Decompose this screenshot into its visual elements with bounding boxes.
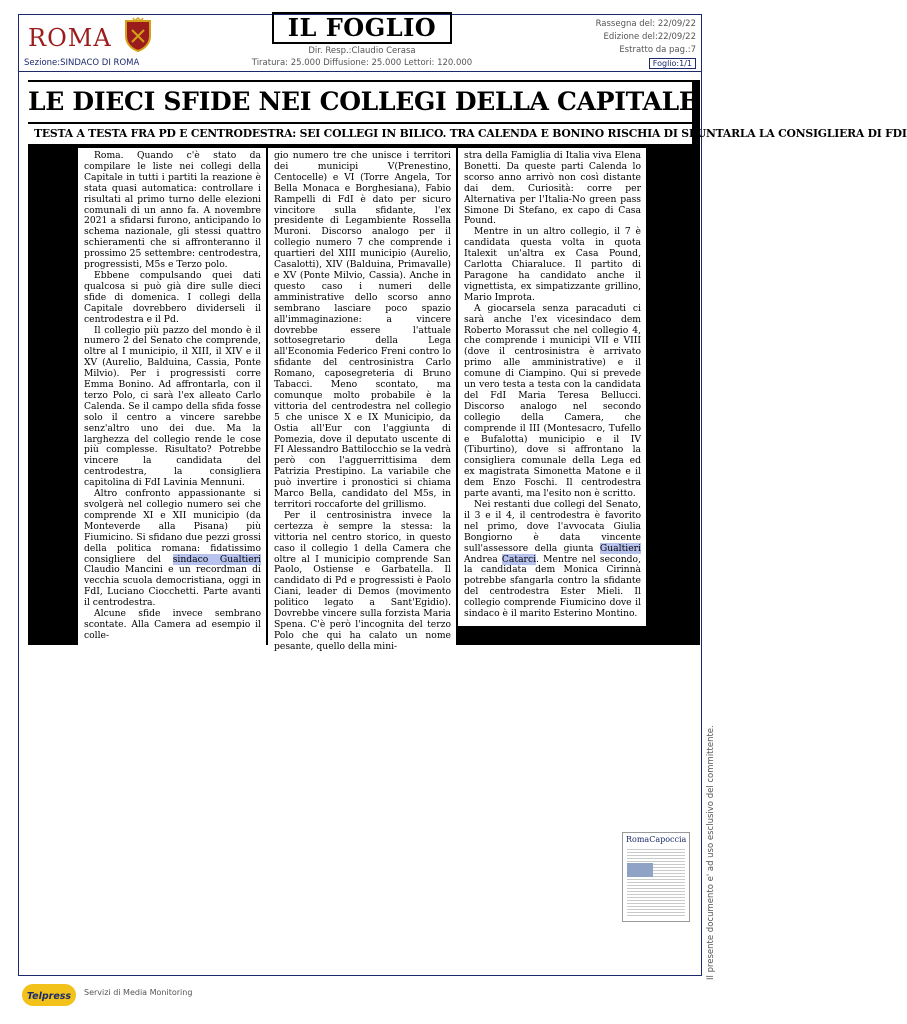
article-column-1 <box>78 148 266 648</box>
text-run: . Mentre nel secondo, la candidata dem Monica Cirinnà potrebbe sfangarla contro la sfidante del centrodestra Ester Mieli. Il collegio comprende Fiumicino dove il sindaco è il marito Esterino Montino. <box>464 553 641 620</box>
paragraph: Alcune sfide invece sembrano scontate. Alla Camera ad esempio il colle- <box>84 608 261 641</box>
director-line: Dir. Resp.:Claudio Cerasa <box>308 46 416 56</box>
paragraph: Roma. Quando c'è stato da compilare le liste nei collegi della Capitale in tutti i partiti la reazione è stata quasi automatica: controllare i risultati al primo turno delle elezioni comunali di un anno fa. A novembre 2021 a sfidarsi furono, anticipando lo schema nazionale, gli stessi quattro schieramenti che si affronteranno il prossimo 25 settembre: centrodestra, progressisti, M5s e Terzo polo. <box>84 150 261 271</box>
telpress-logo-text: Telpress <box>26 991 72 1002</box>
estratto-page: Estratto da pag.:7 <box>619 45 696 55</box>
circulation-line: Tiratura: 25.000 Diffusione: 25.000 Lettori: 120.000 <box>251 58 473 68</box>
paragraph: Per il centrosinistra invece la certezza è sempre la stessa: la vittoria nel centro storico, in questo caso il collegio 1 della Camera che oltre al I municipio comprende San Paolo, Ostiense e Garbatella. Il candidato di Pd e progressisti è Paolo Ciani, leader di Demos (movimento politico legato a Sant'Egidio). Dovrebbe vincere sulla forzista Maria Spena. C'è però l'incognita del terzo Polo che qui ha calato un nome pesante, quello della mini- <box>274 509 451 652</box>
paragraph: Mentre in un altro collegio, il 7 è candidata questa volta in quota Italexit un'altra ex Casa Pound, Carlotta Chiaraluce. Il partito di Paragone ha candidato anche il vignettista, ex simpatizzante grillino, Mario Improta. <box>464 226 641 303</box>
roma-logo <box>28 18 158 56</box>
article-column-3 <box>458 148 646 641</box>
newspaper-masthead <box>272 12 452 44</box>
edizione-date: Edizione del:22/09/22 <box>603 32 696 42</box>
press-review-meta <box>556 18 696 57</box>
sheet-counter: Foglio:1/1 <box>649 58 696 69</box>
section-label: Sezione:SINDACO DI ROMA <box>24 58 140 68</box>
rassegna-date: Rassegna del: 22/09/22 <box>595 19 696 29</box>
roma-shield-icon <box>124 18 152 52</box>
paragraph: Ebbene compulsando quei dati qualcosa si può già dire sulle dieci sfide di domenica. I collegi della Capitale dovrebbero dividerseli il centrodestra e il Pd. <box>84 269 261 325</box>
text-run: Nei restanti due collegi del Senato, il 3 e il 4, il centrodestra è favorito nel primo, dove l'avvocata Giulia Bongiorno è data vincente sull'assessore della giunta <box>464 499 641 554</box>
masthead-text: IL FOGLIO <box>287 13 437 42</box>
article-column-2 <box>268 148 456 652</box>
highlighted-term: sindaco Gualtieri <box>172 553 261 565</box>
paragraph <box>84 489 261 609</box>
paragraph: Il collegio più pazzo del mondo è il numero 2 del Senato che comprende, oltre al I municipio, il XIII, il XIV e il XV (Aurelio, Balduina, Cassia, Ponte Milvio). Per i progressisti corre Emma Bonino. Ad affrontarla, con il terzo Polo, ci sarà l'ex alleato Carlo Calenda. Se il campo della sfida fosse solo il centro a vincere sarebbe senz'altro uno dei due. Ma la larghezza del collegio rende le cose più complesse. Risultato? Potrebbe vincere la candidata del centrodestra, la consigliera capitolina di FdI Lavinia Mennuni. <box>84 324 261 489</box>
text-run: Andrea <box>464 553 502 565</box>
text-run: Claudio Mancini e un recordman di vecchia scuola democristiana, oggi in FdI, Luciano Ciocchetti. Parte avanti il centrodestra. <box>84 564 261 609</box>
footer-service-text: Servizi di Media Monitoring <box>84 988 193 997</box>
thumbnail-text-lines <box>627 849 685 917</box>
paragraph: stra della Famiglia di Italia viva Elena Bonetti. Da queste parti Calenda lo scorso anno arrivò non così distante dai dem. Curiosità: corre per Alternativa per l'Italia-No green pass Simone Di Stefano, ex capo di Casa Pound. <box>464 150 641 227</box>
article-byline: Gianluca De Rosa <box>547 629 641 641</box>
highlighted-term: Gualtieri <box>599 542 641 554</box>
paragraph: gio numero tre che unisce i territori dei municipi V(Prenestino, Centocelle) e VI (Torre Angela, Tor Bella Monaca e Borghesiana), Fabio Rampelli di FdI è dato per sicuro vincitore sulla sfidante, l'ex presidente di Legambiente Rossella Muroni. Discorso analogo per il collegio numero 7 che comprende i quartieri del XIII municipio (Aurelio, Casalotti), XIV (Balduina, Primavalle) e XV (Ponte Milvio, Cassia). Anche in questo caso i numeri delle amministrative dello scorso anno sembrano lasciare poco spazio all'immaginazione: a vincere dovrebbe essere l'attuale sottosegretario della Lega all'Economia Federico Freni contro lo sfidante del centrosinistra Carlo Romano, caposegreteria di Bruno Tabacci. Meno scontato, ma comunque molto probabile è la vittoria del centrodestra nel collegio 5 che unisce X e IX Municipio, da Ostia all'Eur con l'aggiunta di Pomezia, dove il deputato uscente di FI Alessandro Battilocchio se la vedrà però con l'agguerrittisima dem Patrizia Prestipino. La variabile che può invertire i pronostici si chiama Marco Bella, candidato del M5s, in territori roccaforte del grillismo. <box>274 150 451 510</box>
article-subtitle-box <box>28 124 907 144</box>
article-title-box <box>28 82 698 122</box>
thumbnail-label: RomaCapoccia <box>626 835 687 844</box>
usage-notice: Il presente documento e' ad uso esclusivo del committente. <box>706 725 716 980</box>
text-run: Altro confronto appassionante si svolgerà nel collegio numero sei che comprende XI e XII municipio (da Monteverde alla Pisana) più Fiumicino. Si sfidano due pezzi grossi della politica romana: fidatissimo consigliere del <box>84 488 261 565</box>
page-thumbnail[interactable] <box>622 832 690 922</box>
telpress-logo <box>22 984 76 1006</box>
article-subtitle: TESTA A TESTA FRA PD E CENTRODESTRA: SEI COLLEGI IN BILICO. TRA CALENDA E BONINO RISCHIA DI SPUNTARLA LA CONSIGLIERA DI FDI <box>34 127 907 140</box>
paragraph: A giocarsela senza paracaduti ci sarà anche l'ex vicesindaco dem Roberto Morassut che nel collegio 4, che comprende i municipi VII e VIII (dove il centrosinistra è arrivato primo alle amministrative) e il comune di Ciampino. Qui si prevede un vero testa a testa con la candidata del FdI Maria Teresa Bellucci. Discorso analogo nel secondo collegio della Camera, che comprende il III (Montesacro, Tufello e Bufalotta) municipio e il IV (Tiburtino), dove si affrontano la consigliera comunale della Lega ed ex magistrata Simonetta Matone e il dem Enzo Foschi. Il centrodestra parte avanti, ma l'esito non è scritto. <box>464 302 641 500</box>
paragraph <box>464 500 641 620</box>
header-rule <box>18 71 702 72</box>
roma-logo-text: ROMA <box>28 24 112 52</box>
article-title: LE DIECI SFIDE NEI COLLEGI DELLA CAPITALE <box>28 87 698 116</box>
thumbnail-image-block <box>627 863 653 877</box>
highlighted-term: Catarci <box>501 553 537 565</box>
